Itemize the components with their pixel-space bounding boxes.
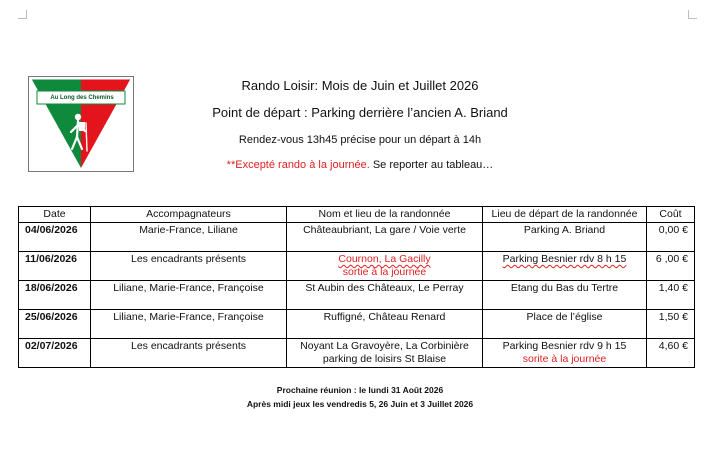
cell-guides: Liliane, Marie-France, Françoise [91, 310, 287, 339]
start-location-text: Parking A. Briand [523, 224, 606, 236]
page-corner-mark-right [688, 10, 697, 19]
start-location-text [486, 253, 643, 266]
cell-start-location [483, 339, 647, 368]
cell-guides: Les encadrants présents [91, 252, 287, 281]
hike-name-text: Noyant La Gravoyère, La Corbinière [300, 340, 469, 352]
cell-start-location [483, 281, 647, 310]
cell-date: 04/06/2026 [19, 223, 91, 252]
cell-start-location [483, 223, 647, 252]
club-logo [28, 76, 134, 172]
start-location-text: Place de l’église [526, 311, 603, 323]
cell-date: 25/06/2026 [19, 310, 91, 339]
cell-hike-name [287, 310, 483, 339]
start-location-word: Parking Besnier rdv 8 h 15 [502, 253, 627, 265]
logo-text: Au Long des Chemins [50, 95, 114, 101]
cell-cost: 0,00 € [647, 223, 695, 252]
cell-hike-name [287, 223, 483, 252]
cell-guides: Les encadrants présents [91, 339, 287, 368]
cell-cost: 6 ,00 € [647, 252, 695, 281]
start-location-text: Etang du Bas du Tertre [510, 282, 619, 294]
cell-guides: Marie-France, Liliane [91, 223, 287, 252]
cell-start-location [483, 252, 647, 281]
column-header-hike-name: Nom et lieu de la randonnée [287, 207, 483, 223]
hike-schedule-table [18, 206, 695, 368]
games-afternoons: Après midi jeux les vendredis 5, 26 Juin et 3 Juillet 2026 [246, 399, 474, 409]
column-header-cost: Coût [647, 207, 695, 223]
table-row [19, 339, 695, 368]
day-hike-note-exception: **Excepté rando à la journée. [226, 159, 370, 171]
cell-hike-name [287, 252, 483, 281]
cell-start-location [483, 310, 647, 339]
table-row [19, 252, 695, 281]
column-header-date: Date [19, 207, 91, 223]
page-corner-mark-left [18, 10, 27, 19]
page-title: Rando Loisir: Mois de Juin et Juillet 2026 [241, 78, 479, 93]
cell-guides: Liliane, Marie-France, Françoise [91, 281, 287, 310]
cell-cost: 1,40 € [647, 281, 695, 310]
table-row [19, 223, 695, 252]
next-meeting: Prochaine réunion : le lundi 31 Août 2026 [276, 385, 444, 395]
hike-name-text: Châteaubriant, La gare / Voie verte [303, 224, 466, 236]
cell-date: 02/07/2026 [19, 339, 91, 368]
start-location-text: Parking Besnier rdv 9 h 15 [502, 340, 627, 352]
table-row [19, 310, 695, 339]
day-hike-note-reference: Se reporter au tableau… [369, 159, 494, 171]
table-row [19, 281, 695, 310]
hike-name-text: St Aubin des Châteaux, Le Perray [305, 282, 464, 294]
cell-date: 18/06/2026 [19, 281, 91, 310]
hike-name-text: Cournon, La Gacilly [338, 253, 431, 265]
hike-name-note: sortie à la journée [342, 266, 427, 278]
cell-cost: 1,50 € [647, 310, 695, 339]
day-hike-note [150, 159, 570, 171]
departure-point: Point de départ : Parking derrière l’ancien A. Briand [212, 105, 508, 120]
table-header-row [19, 207, 695, 223]
column-header-guides: Accompagnateurs [91, 207, 287, 223]
cell-hike-name [287, 339, 483, 368]
cell-cost: 4,60 € [647, 339, 695, 368]
meeting-time: Rendez-vous 13h45 précise pour un départ à 14h [238, 134, 482, 146]
start-location-note: sorite à la journée [522, 353, 607, 365]
column-header-start-location: Lieu de départ de la randonnée [483, 207, 647, 223]
cell-date: 11/06/2026 [19, 252, 91, 281]
hike-name-text: Ruffigné, Château Renard [323, 311, 446, 323]
cell-hike-name [287, 281, 483, 310]
hike-name-note: parking de loisirs St Blaise [322, 353, 447, 365]
